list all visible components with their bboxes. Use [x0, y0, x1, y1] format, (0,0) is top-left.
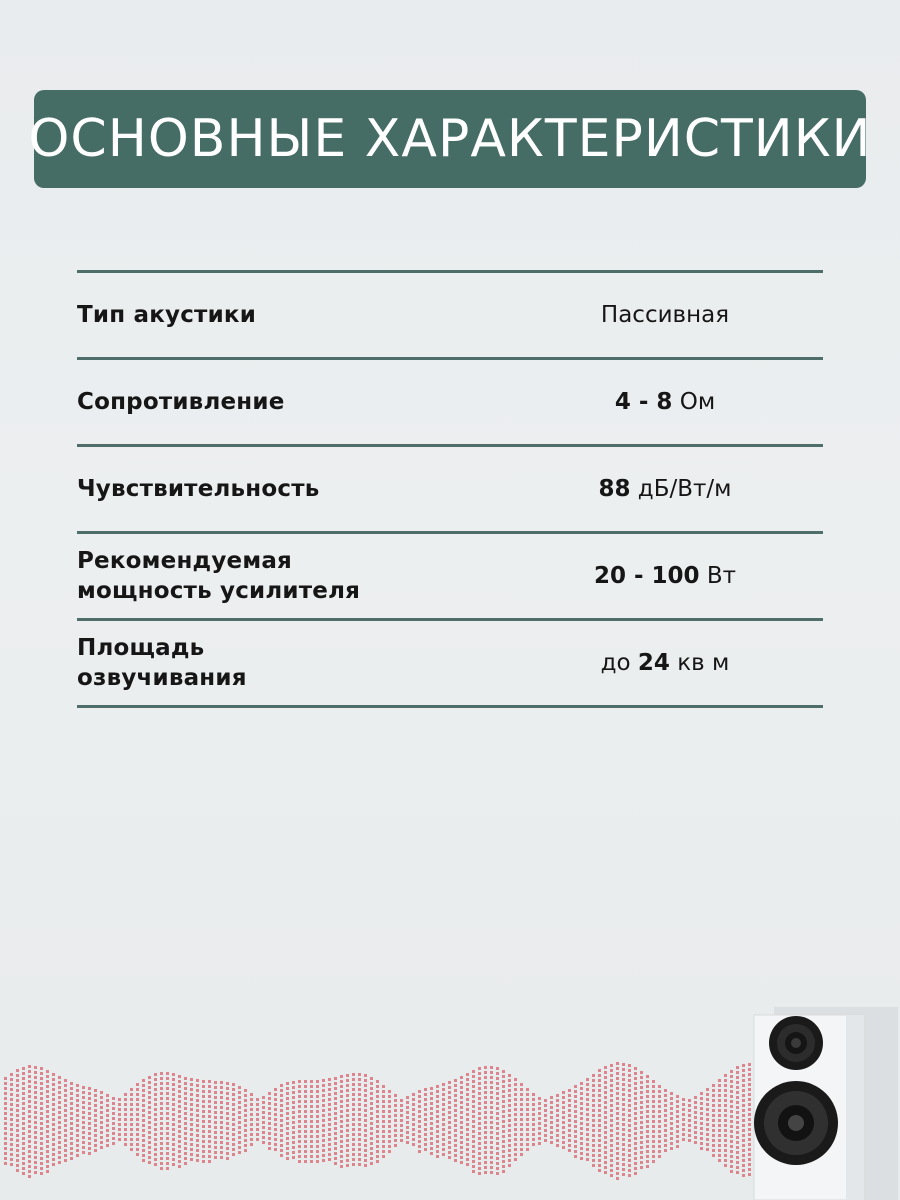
- sound-wave-icon: [0, 1040, 760, 1180]
- divider: [77, 705, 823, 708]
- spec-value-bold: 24: [637, 650, 670, 676]
- spec-row-type: [77, 273, 823, 357]
- spec-value-bold: 20 - 100: [593, 563, 700, 589]
- spec-value: [507, 476, 823, 502]
- spec-label: Чувствительность: [77, 476, 320, 502]
- spec-value: [507, 650, 823, 676]
- title-banner: [28, 90, 872, 188]
- spec-value: [507, 563, 823, 589]
- spec-value-text: дБ/Вт/м: [630, 476, 732, 502]
- spec-label: Рекомендуемая мощность усилителя: [77, 548, 361, 604]
- spec-value-bold: 88: [598, 476, 631, 502]
- spec-value-text: Пассивная: [600, 302, 730, 328]
- spec-row-impedance: [77, 360, 823, 444]
- spec-row-amp-power: [77, 534, 823, 618]
- speaker-icon: [752, 1005, 900, 1200]
- spec-value: [507, 389, 823, 415]
- spec-value-text: Вт: [699, 563, 737, 589]
- spec-value-text: Ом: [672, 389, 716, 415]
- spec-label: Сопротивление: [77, 389, 285, 415]
- spec-value-text: кв м: [669, 650, 730, 676]
- spec-label: Площадь озвучивания: [77, 635, 247, 691]
- spec-table: [77, 270, 823, 708]
- spec-value: [507, 302, 823, 328]
- page-title: ОСНОВНЫЕ ХАРАКТЕРИСТИКИ: [28, 109, 872, 169]
- spec-row-area: [77, 621, 823, 705]
- spec-label: Тип акустики: [77, 302, 257, 328]
- spec-value-prefix: до: [600, 650, 638, 676]
- spec-row-sensitivity: [77, 447, 823, 531]
- spec-value-bold: 4 - 8: [614, 389, 673, 415]
